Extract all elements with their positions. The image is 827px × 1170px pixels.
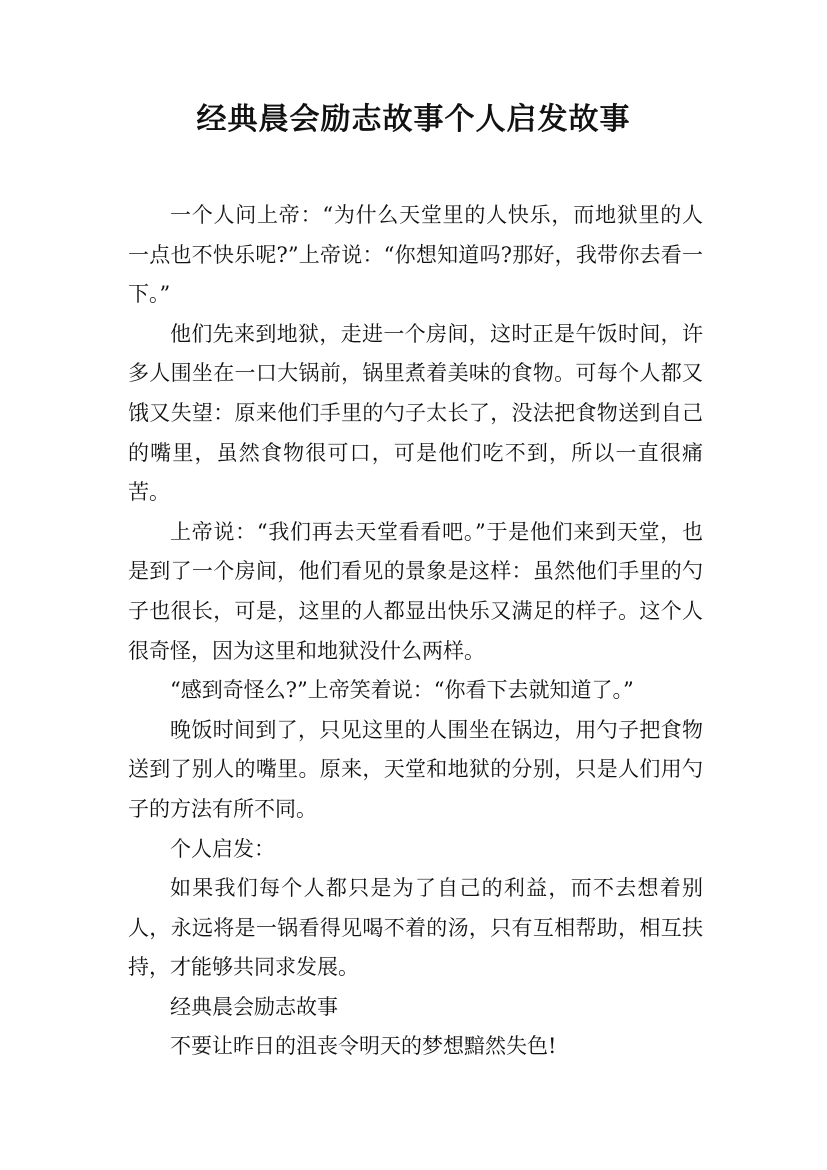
document-title: 经典晨会励志故事个人启发故事	[196, 102, 631, 137]
paragraph-god-answer: “感到奇怪么?”上帝笑着说：“你看下去就知道了。”	[170, 678, 634, 703]
document-body	[128, 196, 703, 1067]
paragraph-dinner: 晚饭时间到了，只见这里的人围坐在锅边，用勺子把食物送到了别人的嘴里。原来，天堂和地狱的分别，只是人们用勺子的方法有所不同。	[128, 717, 703, 821]
paragraph-question: 一个人问上帝：“为什么天堂里的人快乐，而地狱里的人一点也不快乐呢?”上帝说：“你想知道吗?那好，我带你去看一下。”	[128, 203, 703, 307]
paragraph-heaven: 上帝说：“我们再去天堂看看吧。”于是他们来到天堂，也是到了一个房间，他们看见的景象是这样：虽然他们手里的勺子也很长，可是，这里的人都显出快乐又满足的样子。这个人很奇怪，因为这里和地狱没什么两样。	[128, 519, 703, 663]
paragraph-insight-heading: 个人启发：	[170, 836, 275, 861]
paragraph-motto: 不要让昨日的沮丧令明天的梦想黯然失色!	[170, 1034, 557, 1059]
paragraph-hell: 他们先来到地狱，走进一个房间，这时正是午饭时间，许多人围坐在一口大锅前，锅里煮着美味的食物。可每个人都又饿又失望：原来他们手里的勺子太长了，没法把食物送到自己的嘴里，虽然食物很可口，可是他们吃不到，所以一直很痛苦。	[128, 321, 703, 505]
paragraph-insight: 如果我们每个人都只是为了自己的利益，而不去想着别人，永远将是一锅看得见喝不着的汤，只有互相帮助，相互扶持，才能够共同求发展。	[128, 876, 703, 980]
paragraph-subheading: 经典晨会励志故事	[170, 994, 338, 1019]
